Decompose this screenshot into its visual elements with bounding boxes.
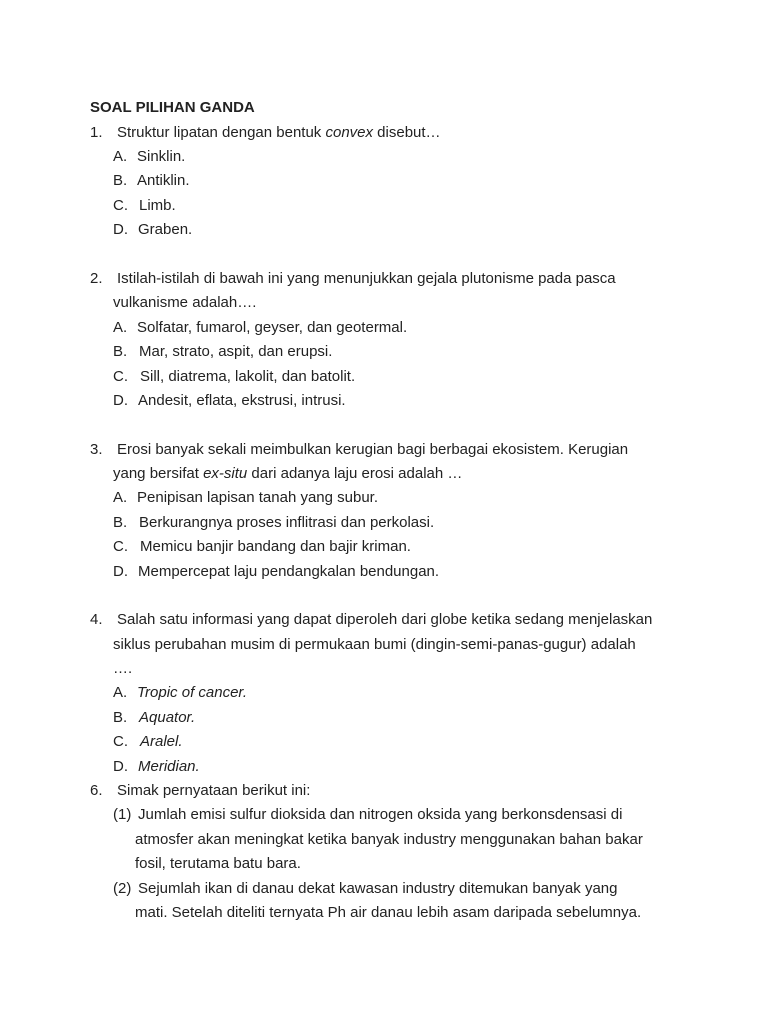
question-4-option-c-letter: C. [113,733,128,750]
question-3-option-d-letter: D. [113,563,128,580]
statement-2-number: (2) [113,880,132,897]
question-3-option-d: Mempercepat laju pendangkalan bendungan. [138,563,440,580]
question-2-option-a: Solfatar, fumarol, geyser, dan geotermal. [137,319,408,336]
question-1-text: Struktur lipatan dengan bentuk convex disebut… [117,124,441,141]
question-1-option-a: Sinklin. [137,148,186,165]
question-2-text-line-2: vulkanisme adalah…. [113,294,257,311]
question-3-number: 3. [90,441,103,458]
document-title: SOAL PILIHAN GANDA [90,99,255,116]
question-3-option-c: Memicu banjir bandang dan bajir kriman. [140,538,411,555]
statement-2-line-1: Sejumlah ikan di danau dekat kawasan industry ditemukan banyak yang [138,880,618,897]
question-4-option-a: Tropic of cancer. [137,684,248,701]
question-2-option-d-letter: D. [113,392,128,409]
question-4-number: 4. [90,611,103,628]
question-6-text: Simak pernyataan berikut ini: [117,782,311,799]
question-2-text-line-1: Istilah-istilah di bawah ini yang menunjukkan gejala plutonisme pada pasca [117,270,616,287]
statement-1-line-1: Jumlah emisi sulfur dioksida dan nitrogen oksida yang berkonsdensasi di [138,806,623,823]
question-4-option-b-letter: B. [113,709,128,726]
question-2-option-b: Mar, strato, aspit, dan erupsi. [139,343,333,360]
question-4-text-line-3: …. [113,660,133,677]
question-4-option-a-letter: A. [113,684,128,701]
statement-1-line-2: atmosfer akan meningkat ketika banyak industry menggunakan bahan bakar [135,831,643,848]
question-1-option-c-letter: C. [113,197,128,214]
question-2-option-d: Andesit, eflata, ekstrusi, intrusi. [138,392,346,409]
question-1-option-b: Antiklin. [137,172,190,189]
question-4-option-b: Aquator. [139,709,196,726]
question-1-option-c: Limb. [139,197,176,214]
question-1-number: 1. [90,124,103,141]
question-4-option-d: Meridian. [138,758,200,775]
question-4-text-line-2: siklus perubahan musim di permukaan bumi (dingin-semi-panas-gugur) adalah [113,636,636,653]
question-2-option-b-letter: B. [113,343,128,360]
question-2-option-a-letter: A. [113,319,128,336]
question-4-text-line-1: Salah satu informasi yang dapat diperoleh dari globe ketika sedang menjelaskan [117,611,653,628]
question-1-option-b-letter: B. [113,172,128,189]
question-2-option-c: Sill, diatrema, lakolit, dan batolit. [140,368,356,385]
question-3-option-b: Berkurangnya proses inflitrasi dan perkolasi. [139,514,435,531]
question-3-option-a: Penipisan lapisan tanah yang subur. [137,489,379,506]
question-6-number: 6. [90,782,103,799]
question-2-number: 2. [90,270,103,287]
question-3-option-c-letter: C. [113,538,128,555]
statement-2-line-2: mati. Setelah diteliti ternyata Ph air danau lebih asam daripada sebelumnya. [135,904,642,921]
question-4-option-c: Aralel. [140,733,183,750]
question-4-option-d-letter: D. [113,758,128,775]
question-1-option-d-letter: D. [113,221,128,238]
statement-1-number: (1) [113,806,132,823]
question-1-option-a-letter: A. [113,148,128,165]
question-2-option-c-letter: C. [113,368,128,385]
question-3-option-b-letter: B. [113,514,128,531]
question-3-text-line-2: yang bersifat ex-situ dari adanya laju erosi adalah … [113,465,463,482]
question-3-option-a-letter: A. [113,489,128,506]
question-1-option-d: Graben. [138,221,193,238]
statement-1-line-3: fosil, terutama batu bara. [135,855,301,872]
question-3-text-line-1: Erosi banyak sekali meimbulkan kerugian bagi berbagai ekosistem. Kerugian [117,441,629,458]
